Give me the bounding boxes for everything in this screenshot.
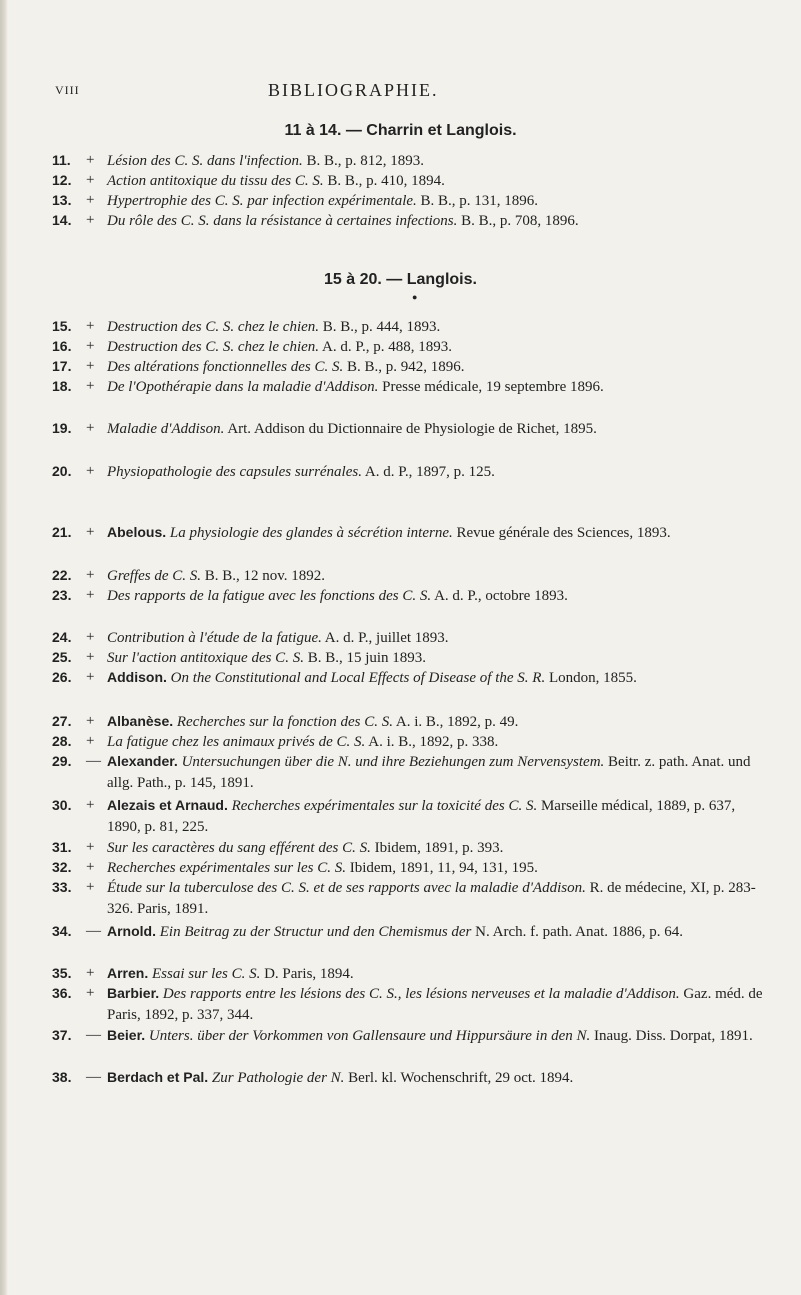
bibliography-entry bbox=[52, 647, 772, 669]
bibliography-entry bbox=[52, 1067, 772, 1089]
entry-source: A. d. P., juillet 1893. bbox=[324, 630, 449, 646]
entry-mark: + bbox=[86, 338, 95, 354]
entry-mark: + bbox=[86, 524, 95, 540]
entry-mark: + bbox=[86, 587, 95, 603]
bibliography-entry bbox=[52, 795, 772, 838]
entry-number: 29. bbox=[52, 753, 72, 769]
entry-text bbox=[107, 731, 772, 753]
entry-mark: + bbox=[86, 212, 95, 228]
entry-number: 17. bbox=[52, 358, 72, 374]
entry-title: Des rapports entre les lésions des C. S., les lésions nerveuses et la maladie d'Addison. bbox=[162, 986, 680, 1002]
entry-title: Maladie d'Addison. bbox=[107, 421, 225, 437]
entry-title: Sur les caractères du sang efférent des C. S. bbox=[107, 840, 371, 856]
entry-author: Alexander. bbox=[107, 753, 178, 769]
entry-title: Untersuchungen über die N. und ihre Beziehungen zum Nervensystem. bbox=[181, 754, 605, 770]
entry-title: La fatigue chez les animaux privés de C. S. bbox=[107, 734, 366, 750]
entry-source: A. d. P., 1897, p. 125. bbox=[364, 464, 495, 480]
entry-mark: + bbox=[86, 318, 95, 334]
entry-number: 35. bbox=[52, 965, 72, 981]
entry-text bbox=[107, 170, 772, 192]
entry-source: Ibidem, 1891, 11, 94, 131, 195. bbox=[349, 860, 538, 876]
entry-source: A. d. P., p. 488, 1893. bbox=[321, 339, 452, 355]
entry-source: R. de médecine, XI, p. 283-326. Paris, 1891. bbox=[107, 880, 756, 917]
entry-title: La physiologie des glandes à sécrétion interne. bbox=[169, 525, 453, 541]
entry-source: B. B., 12 nov. 1892. bbox=[204, 568, 326, 584]
bibliography-entry bbox=[52, 522, 772, 544]
entry-number: 22. bbox=[52, 567, 72, 583]
entry-title: On the Constitutional and Local Effects of Disease of the S. R. bbox=[170, 670, 546, 686]
entry-mark: + bbox=[86, 420, 95, 436]
entry-mark: + bbox=[86, 797, 95, 813]
entry-author: Addison. bbox=[107, 669, 167, 685]
entry-text bbox=[107, 983, 772, 1026]
entry-source: Beitr. z. path. Anat. und allg. Path., p. 145, 1891. bbox=[107, 754, 751, 791]
entry-text bbox=[107, 877, 772, 920]
bibliography-entry bbox=[52, 190, 772, 212]
entry-author: Berdach et Pal. bbox=[107, 1069, 209, 1085]
entry-source: Marseille médical, 1889, p. 637, 1890, p. 81, 225. bbox=[107, 798, 736, 835]
entry-text bbox=[107, 522, 772, 544]
entry-title: Destruction des C. S. chez le chien. bbox=[107, 339, 320, 355]
entry-number: 14. bbox=[52, 212, 72, 228]
entry-source: A. i. B., 1892, p. 49. bbox=[395, 714, 519, 730]
entry-source: B. B., p. 410, 1894. bbox=[327, 173, 445, 189]
entry-mark: + bbox=[86, 358, 95, 374]
entry-number: 28. bbox=[52, 733, 72, 749]
entry-source: Ibidem, 1891, p. 393. bbox=[374, 840, 504, 856]
entry-mark: — bbox=[86, 753, 101, 769]
entry-mark: + bbox=[86, 669, 95, 685]
entry-text bbox=[107, 647, 772, 669]
entry-title: Essai sur les C. S. bbox=[151, 966, 261, 982]
entry-source: Art. Addison du Dictionnaire de Physiologie de Richet, 1895. bbox=[227, 421, 597, 437]
entry-text bbox=[107, 418, 772, 440]
bibliography-entry bbox=[52, 336, 772, 358]
entry-number: 21. bbox=[52, 524, 72, 540]
entry-number: 15. bbox=[52, 318, 72, 334]
bibliography-entry bbox=[52, 963, 772, 985]
entry-title: Unters. über der Vorkommen von Gallensaure und Hippursäure in den N. bbox=[148, 1028, 591, 1044]
entry-text bbox=[107, 336, 772, 358]
entry-mark: + bbox=[86, 378, 95, 394]
entry-text bbox=[107, 461, 772, 483]
entry-number: 11. bbox=[52, 152, 71, 168]
entry-source: B. B., p. 708, 1896. bbox=[461, 213, 579, 229]
entry-source: Revue générale des Sciences, 1893. bbox=[456, 525, 671, 541]
entry-text bbox=[107, 150, 772, 172]
entry-mark: + bbox=[86, 649, 95, 665]
entry-mark: + bbox=[86, 879, 95, 895]
entry-text bbox=[107, 190, 772, 212]
entry-number: 19. bbox=[52, 420, 72, 436]
bibliography-entry bbox=[52, 627, 772, 649]
entry-mark: — bbox=[86, 1069, 101, 1085]
entry-mark: + bbox=[86, 629, 95, 645]
entry-title: Du rôle des C. S. dans la résistance à certaines infections. bbox=[107, 213, 458, 229]
entry-number: 31. bbox=[52, 839, 72, 855]
entry-number: 30. bbox=[52, 797, 72, 813]
entry-mark: + bbox=[86, 859, 95, 875]
entry-text bbox=[107, 1067, 772, 1089]
page-header bbox=[0, 80, 801, 104]
bibliography-entry bbox=[52, 667, 772, 689]
bibliography-entry bbox=[52, 376, 772, 398]
entry-text bbox=[107, 921, 772, 943]
entry-text bbox=[107, 585, 772, 607]
entry-title: Recherches sur la fonction des C. S. bbox=[176, 714, 393, 730]
bibliography-entry bbox=[52, 983, 772, 1026]
entry-mark: + bbox=[86, 172, 95, 188]
entry-source: Berl. kl. Wochenschrift, 29 oct. 1894. bbox=[348, 1070, 574, 1086]
bibliography-entry bbox=[52, 210, 772, 232]
entry-number: 38. bbox=[52, 1069, 72, 1085]
entry-title: Greffes de C. S. bbox=[107, 568, 202, 584]
entry-source: D. Paris, 1894. bbox=[264, 966, 354, 982]
entry-title: Lésion des C. S. dans l'infection. bbox=[107, 153, 303, 169]
entry-number: 32. bbox=[52, 859, 72, 875]
entry-number: 36. bbox=[52, 985, 72, 1001]
entry-mark: + bbox=[86, 965, 95, 981]
bibliography-entry bbox=[52, 857, 772, 879]
entry-title: Ein Beitrag zu der Structur und den Chemismus der bbox=[159, 924, 472, 940]
bibliography-entry bbox=[52, 921, 772, 943]
entry-text bbox=[107, 795, 772, 838]
bibliography-entry bbox=[52, 837, 772, 859]
entry-mark: + bbox=[86, 152, 95, 168]
entry-source: B. B., p. 942, 1896. bbox=[346, 359, 465, 375]
entry-number: 24. bbox=[52, 629, 72, 645]
entry-title: Des altérations fonctionnelles des C. S. bbox=[107, 359, 344, 375]
section-heading: 15 à 20. — Langlois. bbox=[324, 271, 477, 288]
entry-text bbox=[107, 356, 772, 378]
running-title: BIBLIOGRAPHIE. bbox=[268, 80, 439, 100]
entry-source: London, 1855. bbox=[548, 670, 637, 686]
entry-mark: + bbox=[86, 567, 95, 583]
entry-text bbox=[107, 376, 772, 398]
bibliography-entry bbox=[52, 877, 772, 920]
entry-mark: + bbox=[86, 839, 95, 855]
entry-author: Beier. bbox=[107, 1027, 146, 1043]
entry-text bbox=[107, 963, 772, 985]
entry-source: A. d. P., octobre 1893. bbox=[434, 588, 568, 604]
entry-number: 34. bbox=[52, 923, 72, 939]
entry-source: N. Arch. f. path. Anat. 1886, p. 64. bbox=[475, 924, 684, 940]
entry-text bbox=[107, 627, 772, 649]
entry-author: Alezais et Arnaud. bbox=[107, 797, 228, 813]
bibliography-entry bbox=[52, 418, 772, 440]
entry-source: B. B., p. 131, 1896. bbox=[420, 193, 539, 209]
entry-title: Des rapports de la fatigue avec les fonctions des C. S. bbox=[107, 588, 432, 604]
bibliography-entry bbox=[52, 316, 772, 338]
entry-title: Recherches expérimentales sur les C. S. bbox=[107, 860, 346, 876]
entry-title: Destruction des C. S. chez le chien. bbox=[107, 319, 320, 335]
entry-number: 13. bbox=[52, 192, 72, 208]
entry-mark: — bbox=[86, 1027, 101, 1043]
entry-number: 27. bbox=[52, 713, 72, 729]
entry-source: B. B., p. 812, 1893. bbox=[306, 153, 424, 169]
entry-source: Presse médicale, 19 septembre 1896. bbox=[382, 379, 604, 395]
stray-dot-mark: ● bbox=[412, 292, 418, 302]
entry-title: Étude sur la tuberculose des C. S. et de ses rapports avec la maladie d'Addison. bbox=[107, 880, 586, 896]
entry-number: 18. bbox=[52, 378, 72, 394]
page-gutter-shadow bbox=[0, 0, 8, 1295]
entry-mark: + bbox=[86, 192, 95, 208]
entry-text bbox=[107, 316, 772, 338]
entry-author: Arnold. bbox=[107, 923, 156, 939]
entry-number: 33. bbox=[52, 879, 72, 895]
entry-number: 26. bbox=[52, 669, 72, 685]
entry-title: Hypertrophie des C. S. par infection expérimentale. bbox=[107, 193, 417, 209]
bibliography-entry bbox=[52, 565, 772, 587]
entry-mark: — bbox=[86, 923, 101, 939]
entry-mark: + bbox=[86, 463, 95, 479]
entry-mark: + bbox=[86, 733, 95, 749]
entry-title: Physiopathologie des capsules surrénales. bbox=[107, 464, 362, 480]
entry-source: Inaug. Diss. Dorpat, 1891. bbox=[593, 1028, 753, 1044]
bibliography-entry bbox=[52, 585, 772, 607]
entry-number: 16. bbox=[52, 338, 72, 354]
entry-number: 20. bbox=[52, 463, 72, 479]
entry-source: A. i. B., 1892, p. 338. bbox=[368, 734, 499, 750]
page-folio: VIII bbox=[55, 83, 80, 97]
bibliography-entry bbox=[52, 711, 772, 733]
entry-number: 23. bbox=[52, 587, 72, 603]
entry-title: Contribution à l'étude de la fatigue. bbox=[107, 630, 322, 646]
bibliography-entry bbox=[52, 1025, 772, 1047]
entry-title: Recherches expérimentales sur la toxicité des C. S. bbox=[231, 798, 538, 814]
entry-mark: + bbox=[86, 713, 95, 729]
entry-text bbox=[107, 837, 772, 859]
entry-text bbox=[107, 857, 772, 879]
entry-text bbox=[107, 1025, 772, 1047]
entry-text bbox=[107, 667, 772, 689]
entry-title: Action antitoxique du tissu des C. S. bbox=[107, 173, 324, 189]
entry-source: B. B., p. 444, 1893. bbox=[322, 319, 441, 335]
bibliography-entry bbox=[52, 731, 772, 753]
entry-author: Arren. bbox=[107, 965, 149, 981]
bibliography-entry bbox=[52, 356, 772, 378]
entry-text bbox=[107, 210, 772, 232]
entry-mark: + bbox=[86, 985, 95, 1001]
entry-title: Zur Pathologie der N. bbox=[211, 1070, 345, 1086]
entry-author: Albanèse. bbox=[107, 713, 174, 729]
entry-source: Gaz. méd. de Paris, 1892, p. 337, 344. bbox=[107, 986, 763, 1023]
bibliography-entry bbox=[52, 150, 772, 172]
entry-text bbox=[107, 751, 772, 794]
entry-source: B. B., 15 juin 1893. bbox=[307, 650, 427, 666]
entry-text bbox=[107, 565, 772, 587]
entry-number: 37. bbox=[52, 1027, 72, 1043]
entry-author: Barbier. bbox=[107, 985, 160, 1001]
entry-title: Sur l'action antitoxique des C. S. bbox=[107, 650, 304, 666]
entry-number: 25. bbox=[52, 649, 72, 665]
bibliography-entry bbox=[52, 461, 772, 483]
bibliography-entry bbox=[52, 170, 772, 192]
entry-number: 12. bbox=[52, 172, 72, 188]
entry-author: Abelous. bbox=[107, 524, 167, 540]
section-heading: 11 à 14. — Charrin et Langlois. bbox=[284, 122, 517, 139]
entry-text bbox=[107, 711, 772, 733]
entry-title: De l'Opothérapie dans la maladie d'Addison. bbox=[107, 379, 379, 395]
bibliography-entry bbox=[52, 751, 772, 794]
